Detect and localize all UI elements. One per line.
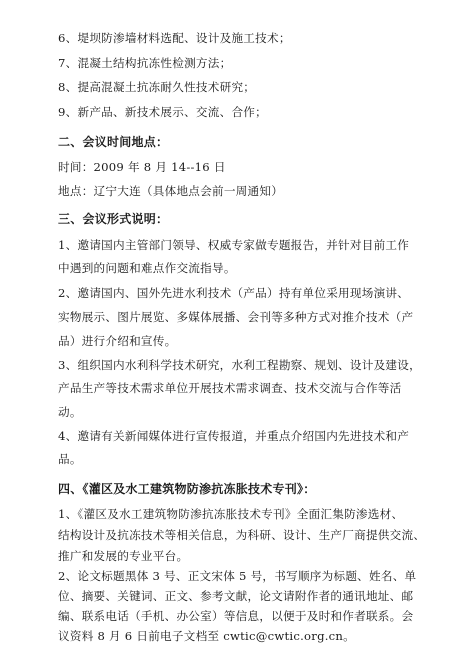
- meeting-place: 地点：辽宁大连（具体地点会前一周通知）: [58, 184, 284, 198]
- format-line: 品）进行介绍和宣传。: [58, 334, 177, 348]
- format-line: 产品生产等技术需求单位开展技术需求调查、技术交流与合作等活: [58, 381, 402, 395]
- journal-line: 位、摘要、关键词、正文、参考文献，论文请附作者的通讯地址、邮: [58, 589, 414, 603]
- journal-line: 编、联系电话（手机、办公室）等信息，以便于及时和作者联系。会: [58, 609, 414, 623]
- format-line: 4、邀请有关新闻媒体进行宣传报道，并重点介绍国内先进技术和产: [58, 429, 410, 443]
- journal-line: 推广和发展的专业平台。: [58, 549, 189, 563]
- journal-line: 2、论文标题黑体 3 号、正文宋体 5 号，书写顺序为标题、姓名、单: [58, 569, 417, 583]
- format-line: 1、邀请国内主管部门领导、权威专家做专题报告，并针对目前工作: [58, 238, 410, 252]
- topic-item-7: 7、混凝土结构抗冻性检测方法；: [58, 56, 232, 70]
- meeting-time: 时间：2009 年 8 月 14--16 日: [58, 160, 226, 174]
- section-heading-format: 三、会议形式说明：: [58, 212, 169, 226]
- journal-line: 1、《灌区及水工建筑物防渗抗冻胀技术专刊》全面汇集防渗选材、: [58, 507, 404, 521]
- format-line: 实物展示、图片展览、多媒体展播、会刊等多种方式对推介技术（产: [58, 310, 414, 324]
- topic-item-6: 6、堤坝防渗墙材料选配、设计及施工技术；: [58, 31, 291, 45]
- topic-item-9: 9、新产品、新技术展示、交流、合作；: [58, 105, 267, 119]
- journal-line: 结构设计及抗冻技术等相关信息，为科研、设计、生产厂商提供交流、: [58, 528, 426, 542]
- format-line: 品。: [58, 452, 82, 466]
- topic-item-8: 8、提高混凝土抗冻耐久性技术研究；: [58, 80, 256, 94]
- format-line: 中遇到的问题和难点作交流指导。: [58, 261, 236, 275]
- format-line: 动。: [58, 405, 82, 419]
- format-line: 3、组织国内水利科学技术研究，水利工程勘察、规划、设计及建设，: [58, 358, 421, 372]
- journal-line: 议资料 8 月 6 日前电子文档至 cwtic@cwtic.org.cn。: [58, 629, 355, 643]
- format-line: 2、邀请国内、国外先进水利技术（产品）持有单位采用现场演讲、: [58, 286, 410, 300]
- section-heading-time-place: 二、会议时间地点：: [58, 135, 169, 149]
- section-heading-journal: 四、《灌区及水工建筑物防渗抗冻胀技术专刊》：: [58, 482, 316, 496]
